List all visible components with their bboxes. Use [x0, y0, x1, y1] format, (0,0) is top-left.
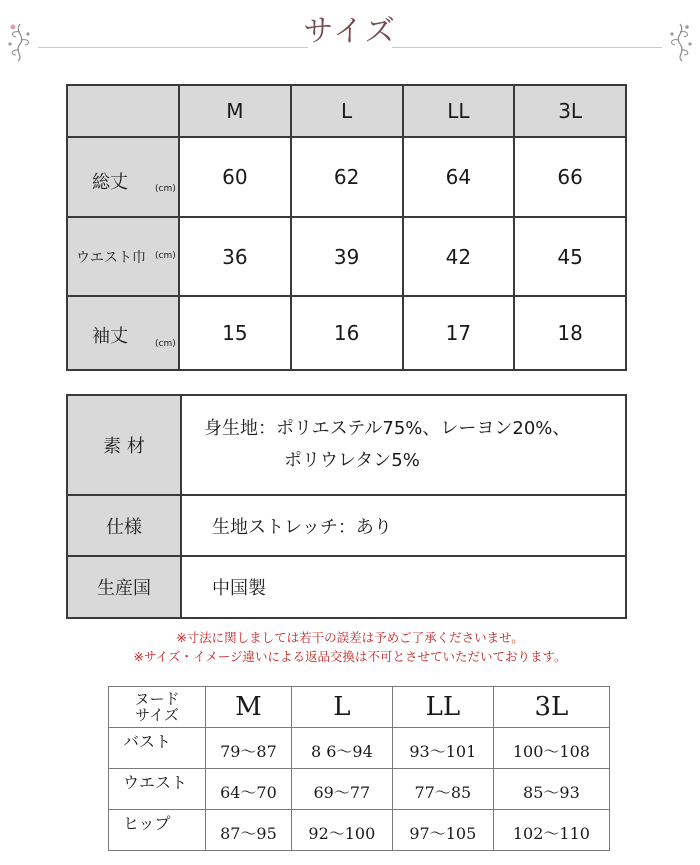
row-label: ヒップ [109, 810, 206, 851]
nude-value: 93〜101 [392, 728, 493, 769]
size-value: 18 [514, 296, 626, 370]
row-label: バスト [109, 728, 206, 769]
page-header [0, 0, 700, 60]
size-col-header: 3L [514, 85, 626, 137]
floral-ornament-icon [664, 22, 696, 62]
nude-size-table [108, 686, 610, 851]
row-label: 総丈 [92, 172, 128, 193]
material-line-2: ポリウレタン5% [284, 450, 420, 471]
size-header-row [67, 85, 626, 137]
spec-value: 生地ストレッチ：あり [181, 495, 626, 556]
nude-col-header: L [291, 687, 392, 728]
corner-cell [67, 85, 179, 137]
origin-row [67, 556, 626, 618]
notes [0, 628, 700, 666]
nude-header-row [109, 687, 610, 728]
size-value: 39 [291, 217, 403, 296]
nude-col-header: LL [392, 687, 493, 728]
nude-col-header: M [206, 687, 292, 728]
row-label: ウエスト巾 [76, 250, 146, 266]
nude-col-header: 3L [493, 687, 609, 728]
row-header [67, 217, 179, 296]
nude-value: 102〜110 [493, 810, 609, 851]
note-line: ※寸法に関しましては若干の誤差は予めご了承くださいませ。 [176, 630, 524, 645]
row-header [67, 137, 179, 217]
nude-value: 92〜100 [291, 810, 392, 851]
size-col-header: L [291, 85, 403, 137]
nude-value: 8 6〜94 [291, 728, 392, 769]
size-value: 64 [403, 137, 515, 217]
size-col-header: M [179, 85, 291, 137]
header-rule-right [392, 47, 662, 48]
corner-line-1: ヌード [134, 690, 180, 708]
table-row [67, 137, 626, 217]
table-row [109, 769, 610, 810]
table-row [109, 810, 610, 851]
size-value: 62 [291, 137, 403, 217]
size-value: 60 [179, 137, 291, 217]
table-row [67, 217, 626, 296]
size-value: 16 [291, 296, 403, 370]
unit-label: (cm) [155, 184, 176, 194]
size-value: 15 [179, 296, 291, 370]
nude-value: 85〜93 [493, 769, 609, 810]
unit-label: (cm) [155, 339, 176, 349]
nude-value: 97〜105 [392, 810, 493, 851]
nude-value: 64〜70 [206, 769, 292, 810]
material-row [67, 395, 626, 495]
material-label: 素 材 [67, 395, 181, 495]
origin-value: 中国製 [181, 556, 626, 618]
origin-label: 生産国 [67, 556, 181, 618]
corner-line-2: サイズ [135, 706, 179, 724]
material-value [181, 395, 626, 495]
size-value: 45 [514, 217, 626, 296]
size-value: 17 [403, 296, 515, 370]
row-label: 袖丈 [92, 326, 128, 347]
nude-value: 100〜108 [493, 728, 609, 769]
nude-value: 79〜87 [206, 728, 292, 769]
material-line-1: 身生地：ポリエステル75%、レーヨン20%、 [204, 418, 571, 439]
spec-row [67, 495, 626, 556]
table-row [109, 728, 610, 769]
row-label: ウエスト [109, 769, 206, 810]
spec-label: 仕様 [67, 495, 181, 556]
nude-value: 69〜77 [291, 769, 392, 810]
size-value: 42 [403, 217, 515, 296]
nude-corner-cell [109, 687, 206, 728]
size-value: 36 [179, 217, 291, 296]
size-value: 66 [514, 137, 626, 217]
garment-size-table [66, 84, 627, 371]
note-line: ※サイズ・イメージ違いによる返品交換は不可とさせていただいております。 [133, 649, 567, 664]
nude-value: 87〜95 [206, 810, 292, 851]
spec-table [66, 394, 627, 619]
page-title: サイズ [303, 14, 397, 49]
unit-label: (cm) [155, 251, 176, 261]
nude-value: 77〜85 [392, 769, 493, 810]
size-col-header: LL [403, 85, 515, 137]
row-header [67, 296, 179, 370]
table-row [67, 296, 626, 370]
